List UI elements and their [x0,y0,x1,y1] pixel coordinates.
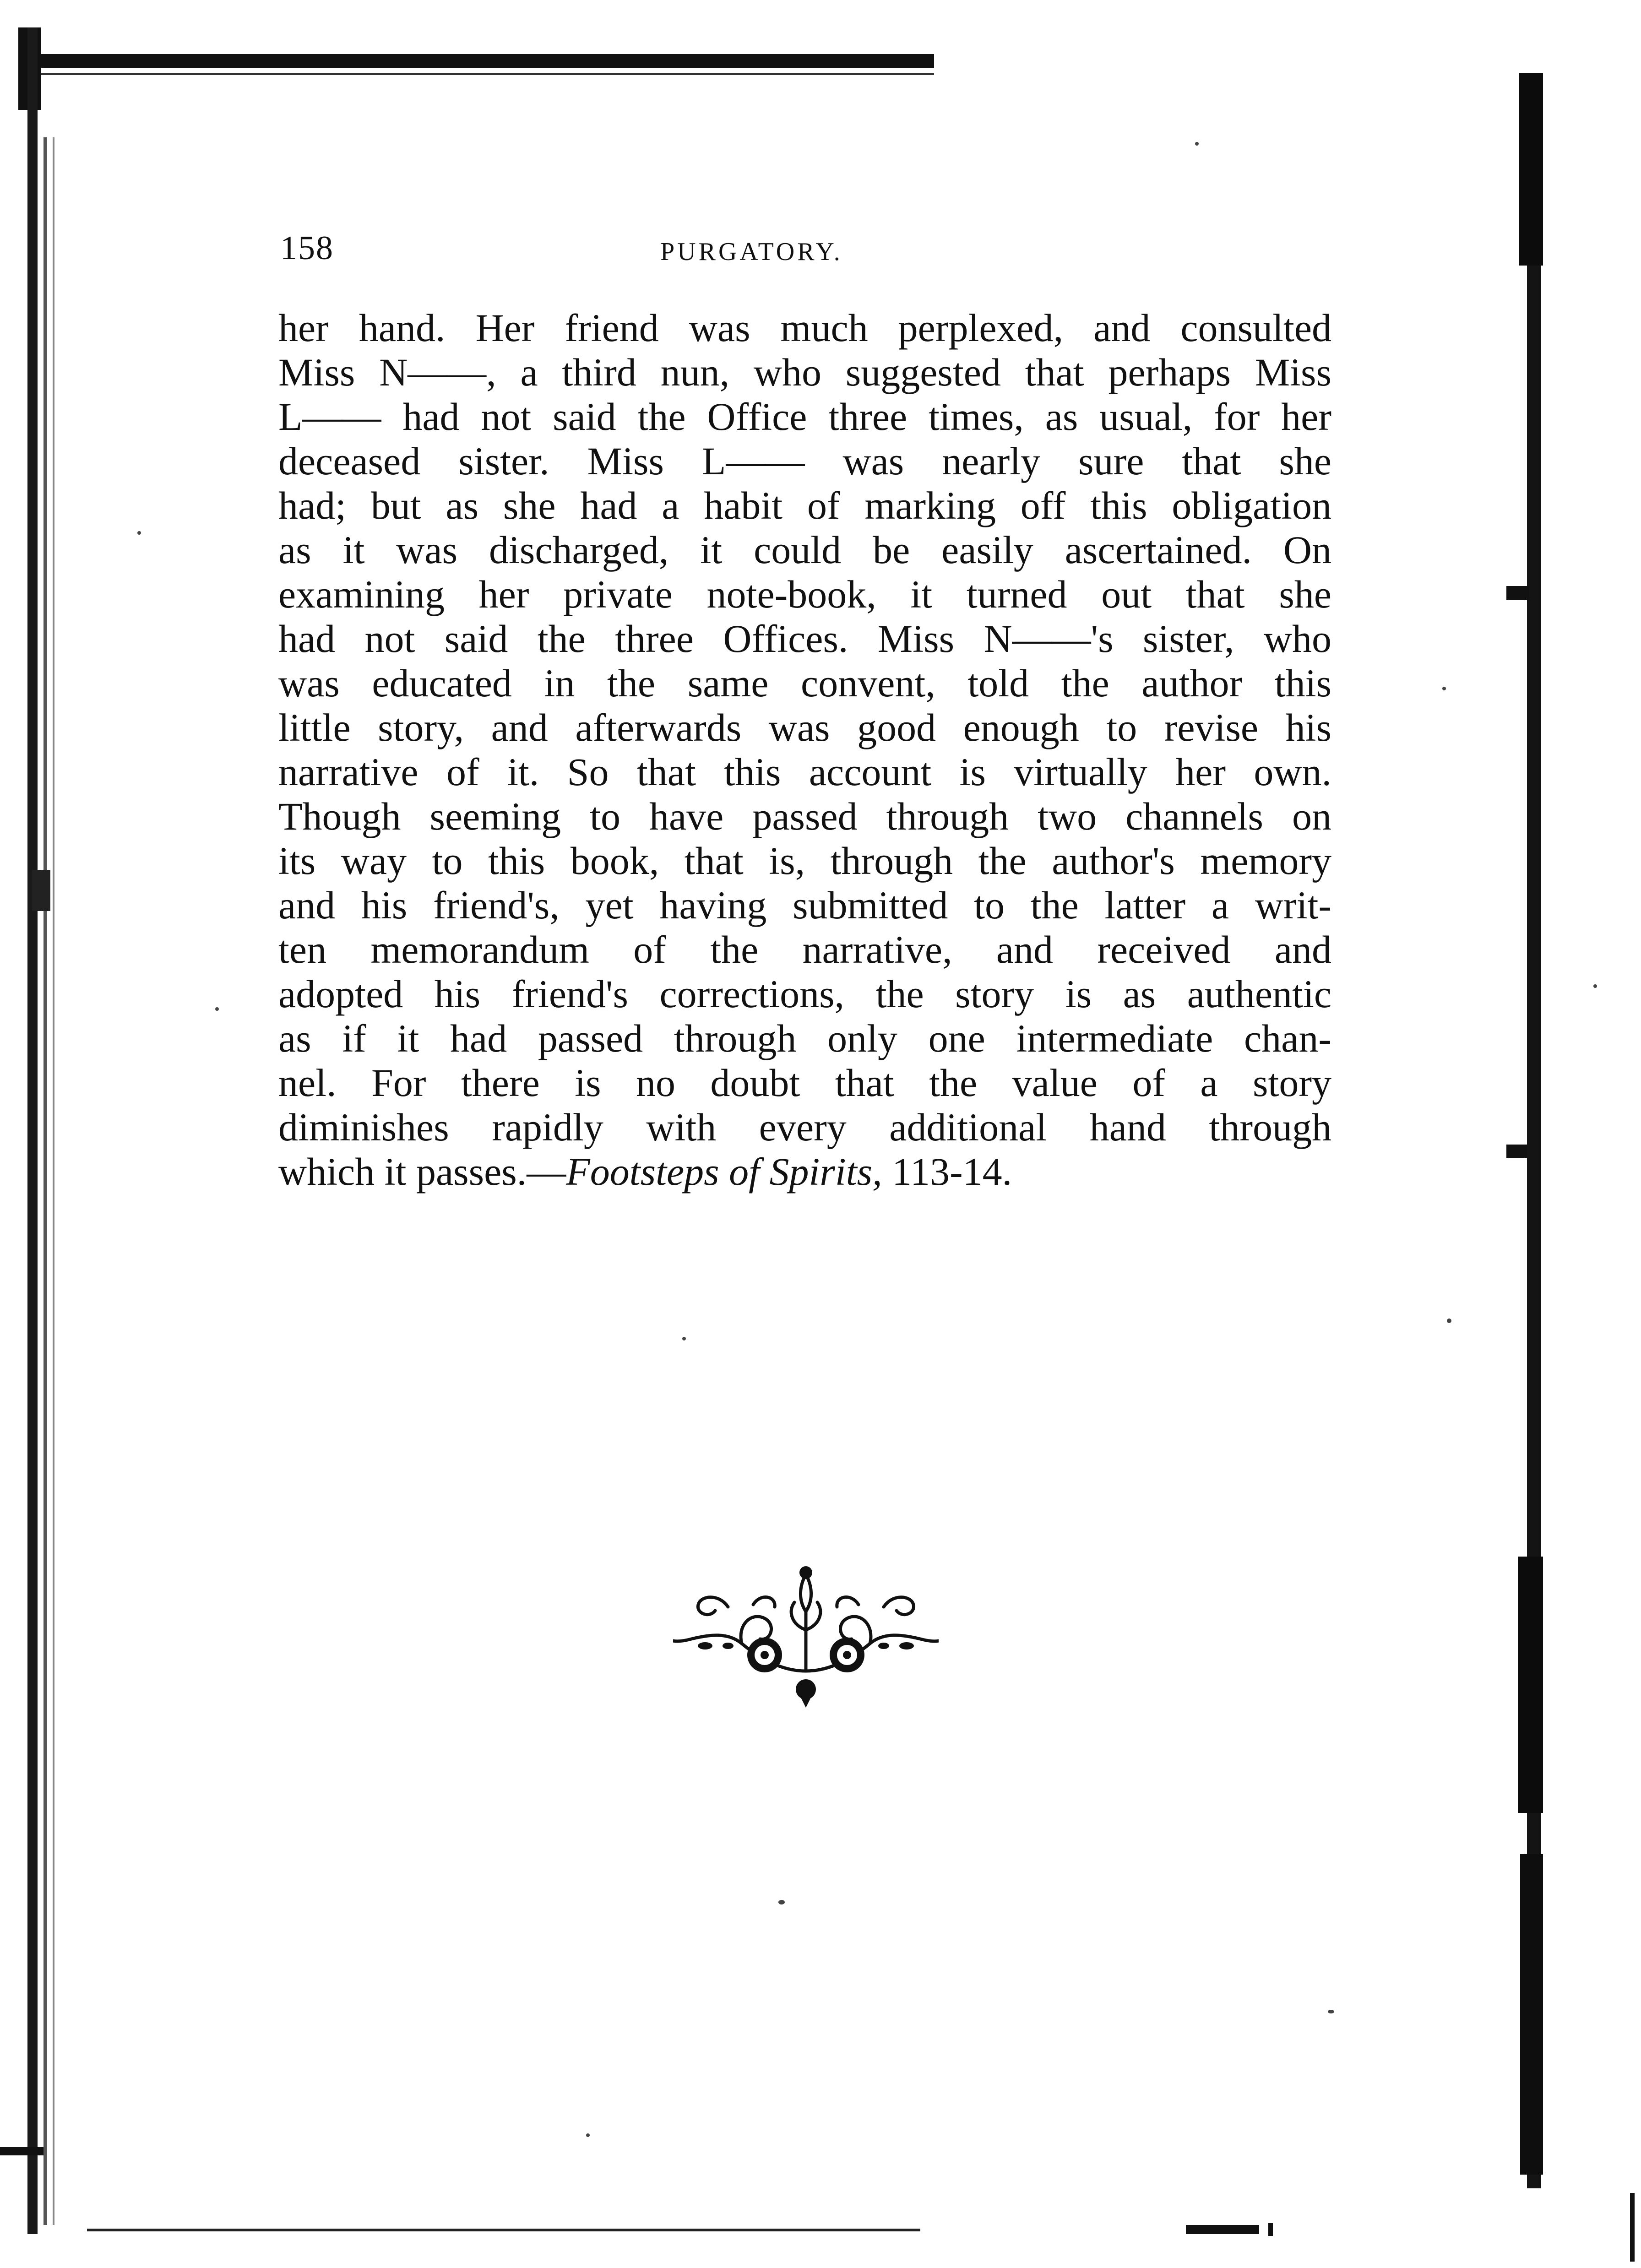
scan-speck [778,1900,785,1904]
right-edge-notch [1506,586,1529,600]
text-line: her hand. Her friend was much perplexed, and consulted [278,306,1331,350]
left-margin-mark [0,2147,43,2155]
floral-ornament-icon [673,1557,939,1708]
citation-title: Footsteps of Spirits, [566,1150,882,1194]
citation-pages: 113-14. [882,1150,1012,1194]
top-border-rule [37,54,934,68]
text-line: deceased sister. Miss L—— was nearly sure that she [278,439,1331,483]
page-number: 158 [280,229,334,267]
left-page-edge-shadow [43,137,47,2225]
text-line: examining her private note-book, it turned out that she [278,572,1331,616]
scan-speck [1328,2010,1334,2013]
right-edge-notch [1506,1145,1527,1158]
right-margin-mark [1630,2193,1635,2262]
scan-speck [215,1007,219,1011]
text-line: was educated in the same convent, told the author this [278,661,1331,705]
bottom-margin-mark [1268,2223,1273,2236]
scan-speck [586,2133,590,2137]
text-line: as if it had passed through only one intermediate chan- [278,1016,1331,1060]
body-paragraph [278,306,1331,1194]
running-head [280,229,1333,275]
scan-speck [1195,142,1199,146]
right-page-edge-shadow [1520,1854,1543,2175]
citation-line [278,1150,1331,1194]
text-line: as it was discharged, it could be easily ascertained. On [278,528,1331,572]
scan-speck [1447,1318,1451,1323]
scan-speck [1593,984,1597,988]
text-line-prefix: which it passes.— [278,1150,566,1194]
scan-speck [1442,687,1446,690]
text-line: had not said the three Offices. Miss N——'s sister, who [278,617,1331,661]
bottom-margin-mark [1186,2225,1259,2234]
text-line: adopted his friend's corrections, the story is as authentic [278,972,1331,1016]
text-line: narrative of it. So that this account is virtually her own. [278,750,1331,794]
right-page-edge-shadow [1519,73,1543,266]
text-line: its way to this book, that is, through the author's memory [278,839,1331,883]
text-line: had; but as she had a habit of marking off this obligation [278,483,1331,527]
text-line: little story, and afterwards was good enough to revise his [278,705,1331,749]
text-line: ten memorandum of the narrative, and received and [278,928,1331,971]
left-binding-mark [32,870,50,911]
top-border-thin-rule [37,73,934,75]
running-title: PURGATORY. [660,238,843,266]
text-line: Miss N——, a third nun, who suggested that perhaps Miss [278,350,1331,394]
scan-speck [682,1337,686,1340]
scan-speck [137,531,141,535]
text-line: diminishes rapidly with every additional hand through [278,1105,1331,1149]
right-page-edge-shadow [1518,1557,1543,1813]
text-line: L—— had not said the Office three times, as usual, for her [278,395,1331,439]
bottom-border-rule [87,2229,920,2231]
text-line: and his friend's, yet having submitted to the latter a writ- [278,883,1331,927]
left-page-edge-line [53,137,54,2225]
text-line: Though seeming to have passed through two channels on [278,794,1331,838]
text-line: nel. For there is no doubt that the value of a story [278,1061,1331,1105]
left-page-edge [27,27,38,2234]
